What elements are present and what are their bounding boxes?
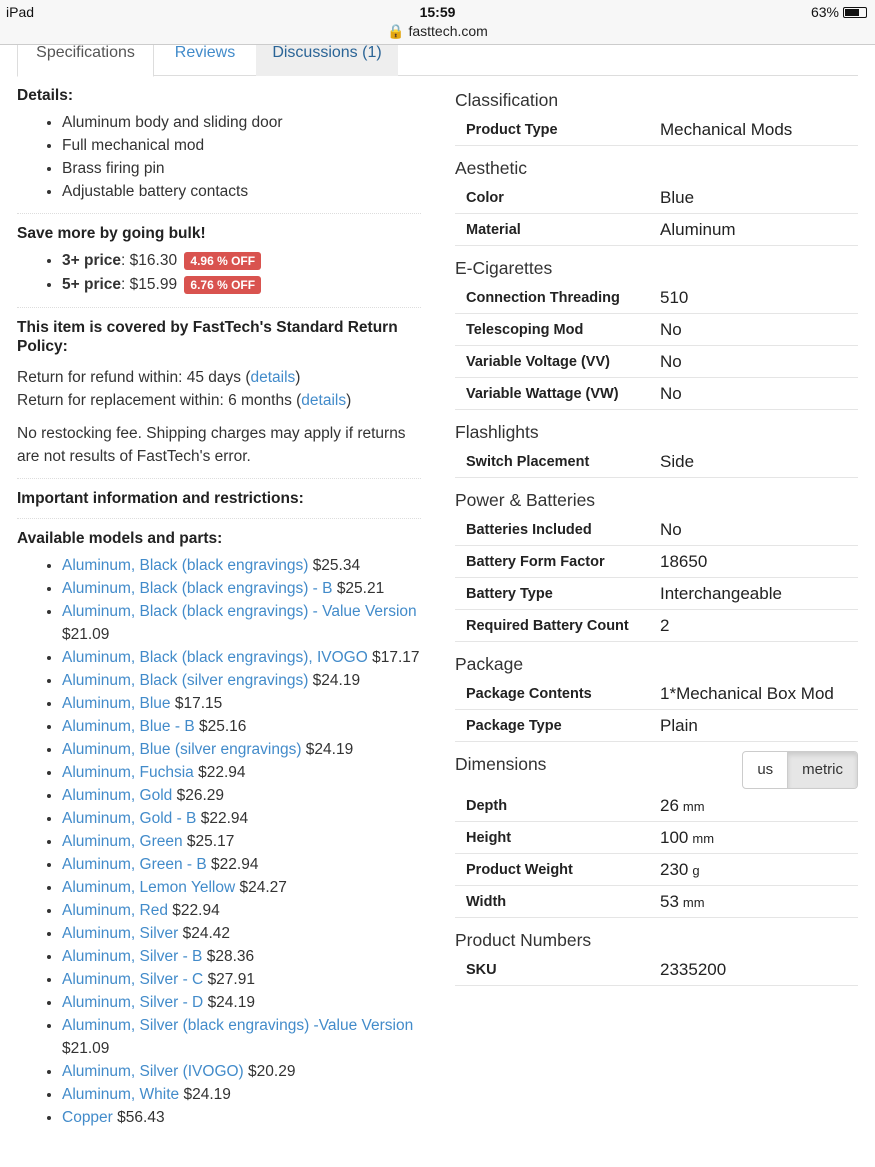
model-item xyxy=(62,1060,421,1083)
model-item xyxy=(62,554,421,577)
spec-label: Depth xyxy=(466,798,508,814)
spec-row xyxy=(455,710,858,742)
model-link[interactable]: Aluminum, White xyxy=(62,1086,180,1103)
spec-value-text: No xyxy=(660,520,682,539)
model-price: $56.43 xyxy=(117,1109,165,1126)
spec-value-text: 2335200 xyxy=(660,960,727,979)
tab-reviews[interactable]: Reviews xyxy=(174,44,236,61)
model-link[interactable]: Aluminum, Red xyxy=(62,902,168,919)
model-link[interactable]: Aluminum, Black (black engravings), IVOGO xyxy=(62,649,368,666)
bulk-price: $15.99 xyxy=(129,276,178,293)
status-bar xyxy=(0,0,875,45)
spec-group-title: Power & Batteries xyxy=(455,490,596,510)
spec-label: Width xyxy=(466,894,507,910)
model-price: $24.19 xyxy=(305,741,354,758)
spec-value-text: Mechanical Mods xyxy=(660,120,793,139)
clock: 15:59 xyxy=(419,4,456,20)
spec-group-heading xyxy=(455,928,858,954)
model-item xyxy=(62,876,421,899)
model-link[interactable]: Aluminum, Black (black engravings) xyxy=(62,557,309,574)
model-item xyxy=(62,991,421,1014)
model-item xyxy=(62,922,421,945)
spec-value xyxy=(660,886,705,919)
spec-label: Switch Placement xyxy=(466,454,590,470)
spec-group-title: Aesthetic xyxy=(455,158,527,178)
spec-value xyxy=(660,214,736,246)
model-item xyxy=(62,807,421,830)
spec-value xyxy=(660,182,694,214)
spec-row xyxy=(455,514,858,546)
refund-details-link[interactable]: details xyxy=(250,369,296,386)
model-price: $22.94 xyxy=(200,810,249,827)
model-price: $24.27 xyxy=(239,879,287,896)
spec-group-title: Classification xyxy=(455,90,559,110)
restocking-note: No restocking fee. Shipping charges may apply if returns are not results of FastTech's error. xyxy=(17,425,406,465)
spec-group-heading xyxy=(455,156,858,182)
model-link[interactable]: Aluminum, Silver - C xyxy=(62,971,204,988)
model-price: $24.19 xyxy=(312,672,361,689)
spec-value-text: Side xyxy=(660,452,695,471)
spec-value xyxy=(660,578,782,610)
model-price: $25.21 xyxy=(336,580,385,597)
spec-label: Package Contents xyxy=(466,686,592,702)
model-link[interactable]: Aluminum, Silver - D xyxy=(62,994,204,1011)
models-heading: Available models and parts: xyxy=(17,530,223,547)
spec-row xyxy=(455,546,858,578)
model-price: $20.29 xyxy=(248,1063,296,1080)
spec-label: Height xyxy=(466,830,512,846)
spec-unit: g xyxy=(692,863,700,878)
model-price: $24.19 xyxy=(183,1086,231,1103)
spec-value-text: No xyxy=(660,384,682,403)
model-item xyxy=(62,899,421,922)
model-item xyxy=(62,945,421,968)
spec-row xyxy=(455,282,858,314)
battery-percent: 63% xyxy=(810,4,839,20)
model-item xyxy=(62,669,421,692)
model-link[interactable]: Aluminum, Silver - B xyxy=(62,948,203,965)
tab-discussions[interactable]: Discussions (1) xyxy=(256,45,398,76)
detail-item: • Adjustable battery contacts xyxy=(62,180,421,203)
spec-value xyxy=(660,114,792,146)
spec-unit: mm xyxy=(692,831,715,846)
bulk-qty-label: 5+ price xyxy=(62,276,122,293)
spec-value-text: Aluminum xyxy=(660,220,736,239)
tab-specifications[interactable]: Specifications xyxy=(17,45,154,77)
spec-value xyxy=(660,314,682,346)
bulk-price: $16.30 xyxy=(129,252,178,269)
spec-value xyxy=(660,954,726,986)
model-link[interactable]: Aluminum, Gold xyxy=(62,787,173,804)
spec-value-text: Plain xyxy=(660,716,698,735)
model-link[interactable]: Copper xyxy=(62,1109,113,1126)
model-link[interactable]: Aluminum, Green - B xyxy=(62,856,207,873)
spec-row xyxy=(455,854,858,886)
spec-value-text: No xyxy=(660,320,682,339)
spec-row xyxy=(455,446,858,478)
replacement-details-link[interactable]: details xyxy=(301,392,347,409)
unit-toggle[interactable] xyxy=(742,751,858,789)
important-info-heading[interactable]: Important information and restrictions: xyxy=(17,490,304,507)
model-price: $17.17 xyxy=(372,649,420,666)
model-item xyxy=(62,1014,421,1060)
model-link[interactable]: Aluminum, Blue - B xyxy=(62,718,195,735)
battery-status xyxy=(811,4,867,20)
spec-group-title: Product Numbers xyxy=(455,930,592,950)
spec-row xyxy=(455,954,858,986)
spec-value-text: 26 xyxy=(660,796,679,815)
discount-badge: 4.96 % OFF xyxy=(184,252,261,270)
spec-group-heading xyxy=(455,652,858,678)
spec-value-text: Blue xyxy=(660,188,695,207)
spec-group-heading xyxy=(455,88,858,114)
model-item xyxy=(62,738,421,761)
model-price: $25.34 xyxy=(312,557,361,574)
model-link[interactable]: Aluminum, Silver (black engravings) -Value Version xyxy=(62,1017,414,1034)
spec-value xyxy=(660,790,705,823)
spec-value xyxy=(660,854,700,887)
spec-group-heading xyxy=(455,256,858,282)
spec-group-heading xyxy=(455,420,858,446)
spec-label: Variable Wattage (VW) xyxy=(466,386,619,402)
refund-line: Return for refund within: 45 days (details) xyxy=(17,369,301,386)
bulk-heading: Save more by going bulk! xyxy=(17,225,206,242)
spec-value xyxy=(660,546,707,578)
model-item xyxy=(62,853,421,876)
model-price: $22.94 xyxy=(172,902,220,919)
spec-value xyxy=(660,446,694,478)
spec-value-text: Interchangeable xyxy=(660,584,782,603)
detail-item: • Aluminum body and sliding door xyxy=(62,111,421,134)
detail-item: • Brass firing pin xyxy=(62,157,421,180)
spec-group-title: Package xyxy=(455,654,524,674)
model-item xyxy=(62,1106,421,1129)
spec-row xyxy=(455,114,858,146)
spec-value xyxy=(660,514,682,546)
model-link[interactable]: Aluminum, Silver (IVOGO) xyxy=(62,1063,244,1080)
spec-value xyxy=(660,678,834,710)
spec-row xyxy=(455,610,858,642)
spec-label: Color xyxy=(466,190,504,206)
bulk-price-item: • 3+ price: $16.30 4.96 % OFF xyxy=(62,249,421,273)
spec-label: Required Battery Count xyxy=(466,618,629,634)
spec-label: Batteries Included xyxy=(466,522,592,538)
spec-value-text: 53 xyxy=(660,892,679,911)
model-link[interactable]: Aluminum, Black (black engravings) - Value Version xyxy=(62,603,417,620)
spec-value-text: 100 xyxy=(660,828,689,847)
model-price: $24.19 xyxy=(207,994,255,1011)
models-list xyxy=(17,554,421,1129)
tab-bar xyxy=(17,45,858,76)
spec-value-text: 2 xyxy=(660,616,670,635)
model-item xyxy=(62,784,421,807)
replacement-line: Return for replacement within: 6 months (details) xyxy=(17,392,352,409)
model-price: $21.09 xyxy=(62,1040,110,1057)
url-bar[interactable]: 🔒 fasttech.com xyxy=(387,23,488,39)
detail-item: • Full mechanical mod xyxy=(62,134,421,157)
spec-group-heading xyxy=(455,752,858,778)
spec-label: Package Type xyxy=(466,718,562,734)
spec-value xyxy=(660,346,682,378)
model-link[interactable]: Aluminum, Blue (silver engravings) xyxy=(62,741,302,758)
model-price: $25.17 xyxy=(186,833,235,850)
spec-label: Battery Type xyxy=(466,586,553,602)
spec-row xyxy=(455,378,858,410)
spec-value-text: 230 xyxy=(660,860,689,879)
spec-value-text: 1*Mechanical Box Mod xyxy=(660,684,834,703)
model-link[interactable]: Aluminum, Fuchsia xyxy=(62,764,194,781)
return-policy-heading: This item is covered by FastTech's Standard Return Policy: xyxy=(17,319,398,355)
spec-label: SKU xyxy=(466,962,497,978)
spec-value xyxy=(660,822,714,855)
model-price: $22.94 xyxy=(198,764,246,781)
bulk-price-item: • 5+ price: $15.99 6.76 % OFF xyxy=(62,273,421,297)
model-link[interactable]: Aluminum, Black (silver engravings) xyxy=(62,672,309,689)
spec-row xyxy=(455,822,858,854)
left-column xyxy=(17,86,421,1135)
discount-badge: 6.76 % OFF xyxy=(184,276,261,294)
model-link[interactable]: Aluminum, Gold - B xyxy=(62,810,197,827)
model-price: $28.36 xyxy=(206,948,255,965)
model-item xyxy=(62,1083,421,1106)
specifications-table xyxy=(455,88,858,986)
spec-value-text: 18650 xyxy=(660,552,708,571)
model-price: $22.94 xyxy=(211,856,259,873)
model-link[interactable]: Aluminum, Black (black engravings) - B xyxy=(62,580,333,597)
spec-row xyxy=(455,314,858,346)
model-item xyxy=(62,761,421,784)
spec-label: Product Type xyxy=(466,122,558,138)
spec-value xyxy=(660,378,682,410)
spec-value xyxy=(660,710,698,742)
model-item xyxy=(62,715,421,738)
spec-label: Material xyxy=(466,222,521,238)
model-link[interactable]: Aluminum, Lemon Yellow xyxy=(62,879,236,896)
spec-label: Telescoping Mod xyxy=(466,322,584,338)
model-item xyxy=(62,577,421,600)
model-price: $25.16 xyxy=(198,718,247,735)
spec-label: Connection Threading xyxy=(466,290,620,306)
model-price: $24.42 xyxy=(182,925,231,942)
spec-value xyxy=(660,282,688,314)
model-item xyxy=(62,968,421,991)
battery-icon xyxy=(843,7,867,18)
spec-row xyxy=(455,182,858,214)
details-heading: Details: xyxy=(17,87,73,104)
spec-row xyxy=(455,346,858,378)
model-price: $21.09 xyxy=(62,626,110,643)
spec-label: Variable Voltage (VV) xyxy=(466,354,610,370)
model-link[interactable]: Aluminum, Silver xyxy=(62,925,179,942)
model-item xyxy=(62,692,421,715)
model-item xyxy=(62,600,421,646)
spec-value xyxy=(660,610,669,642)
model-price: $27.91 xyxy=(207,971,255,988)
spec-unit: mm xyxy=(682,799,705,814)
spec-unit: mm xyxy=(682,895,705,910)
spec-value-text: 510 xyxy=(660,288,689,307)
spec-row xyxy=(455,678,858,710)
spec-value-text: No xyxy=(660,352,682,371)
unit-metric-button[interactable]: metric xyxy=(787,752,857,788)
device-label: iPad xyxy=(6,4,35,20)
model-link[interactable]: Aluminum, Blue xyxy=(62,695,171,712)
spec-group-title: Flashlights xyxy=(455,422,539,442)
bulk-qty-label: 3+ price xyxy=(62,252,122,269)
spec-row xyxy=(455,886,858,918)
details-list xyxy=(17,111,421,203)
spec-label: Battery Form Factor xyxy=(466,554,605,570)
unit-us-button[interactable]: us xyxy=(757,761,774,778)
spec-group-title: E-Cigarettes xyxy=(455,258,553,278)
spec-group-heading xyxy=(455,488,858,514)
spec-label: Product Weight xyxy=(466,862,573,878)
model-item xyxy=(62,646,421,669)
spec-row xyxy=(455,578,858,610)
model-link[interactable]: Aluminum, Green xyxy=(62,833,183,850)
spec-group-title: Dimensions xyxy=(455,754,547,774)
model-price: $26.29 xyxy=(176,787,224,804)
spec-row xyxy=(455,214,858,246)
spec-row xyxy=(455,790,858,822)
url-text: fasttech.com xyxy=(408,23,488,39)
model-price: $17.15 xyxy=(174,695,223,712)
bulk-list xyxy=(17,249,421,297)
model-item xyxy=(62,830,421,853)
